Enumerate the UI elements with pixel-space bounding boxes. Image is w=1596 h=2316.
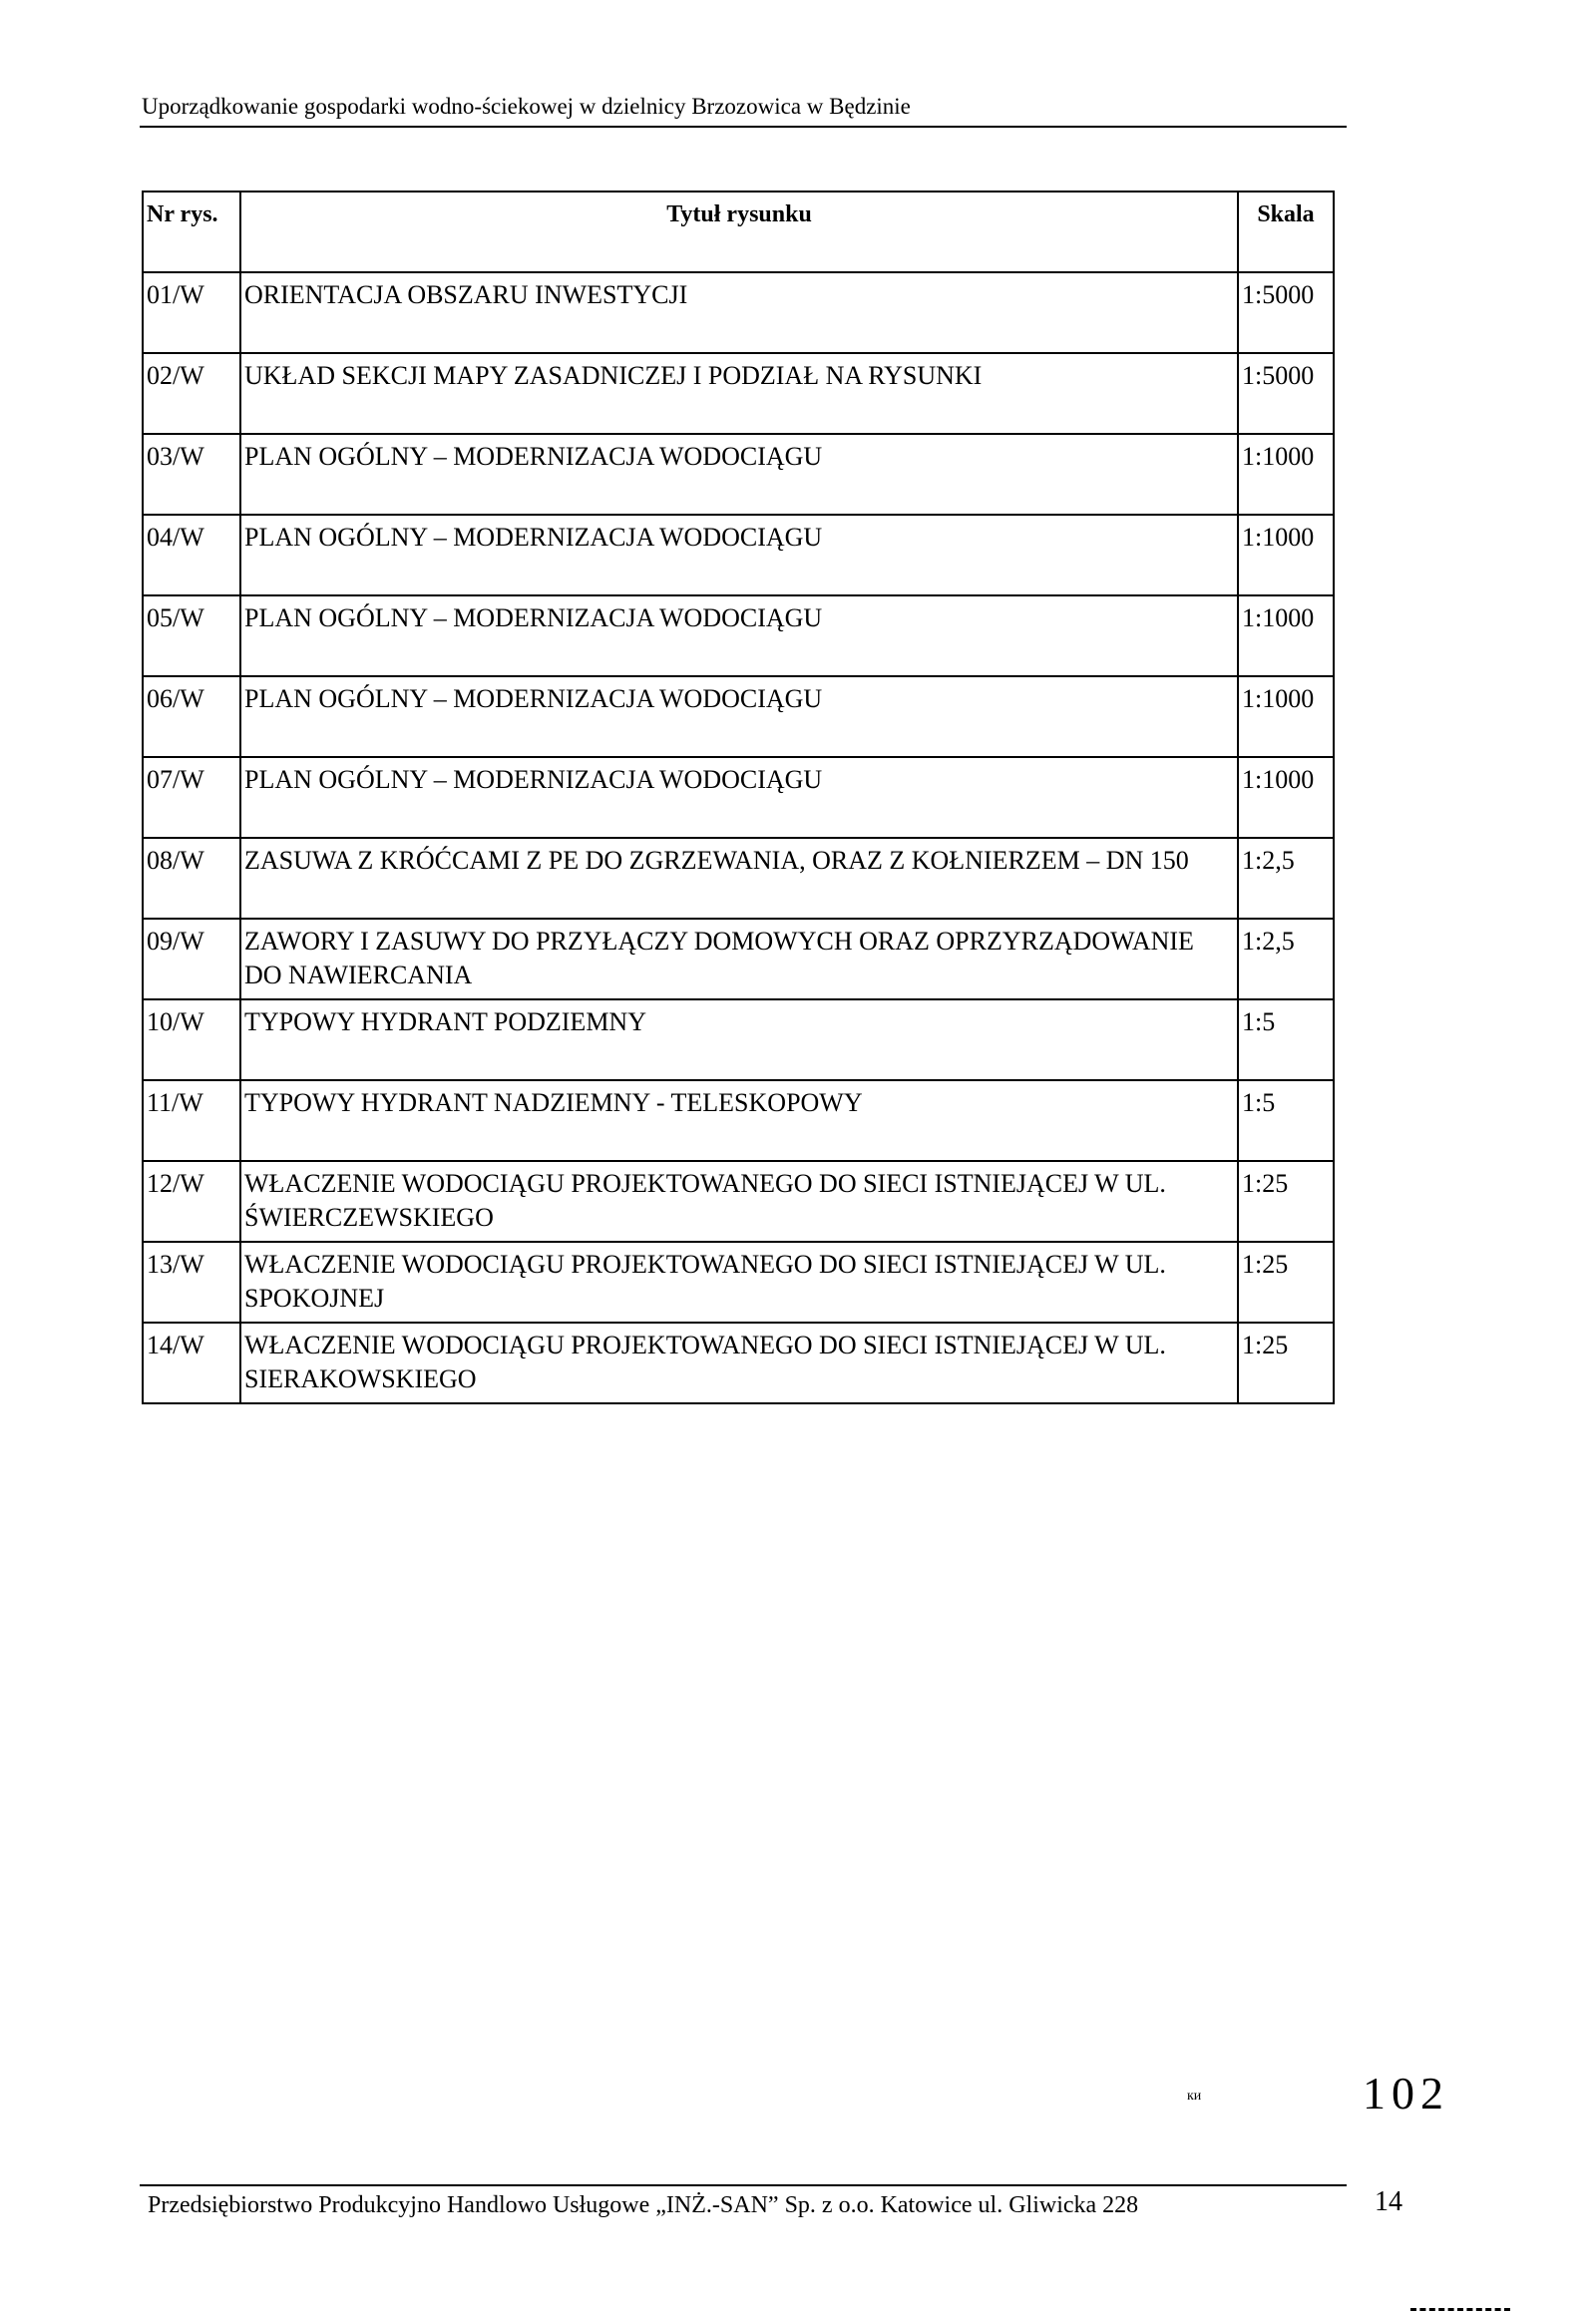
drawing-title-cell: TYPOWY HYDRANT PODZIEMNY	[240, 999, 1238, 1080]
drawing-number-cell: 10/W	[143, 999, 240, 1080]
drawing-number-cell: 02/W	[143, 353, 240, 434]
drawing-title-cell: WŁACZENIE WODOCIĄGU PROJEKTOWANEGO DO SIECI ISTNIEJĄCEJ W UL. ŚWIERCZEWSKIEGO	[240, 1161, 1238, 1242]
drawing-title-cell: PLAN OGÓLNY – MODERNIZACJA WODOCIĄGU	[240, 434, 1238, 515]
table-row	[143, 1080, 1334, 1161]
drawing-scale-cell: 1:1000	[1238, 434, 1334, 515]
table-row	[143, 999, 1334, 1080]
drawing-number-cell: 09/W	[143, 919, 240, 999]
drawing-number-cell: 12/W	[143, 1161, 240, 1242]
drawings-table	[142, 191, 1335, 1404]
drawing-number-cell: 14/W	[143, 1323, 240, 1403]
drawing-number-cell: 06/W	[143, 676, 240, 757]
footer-divider	[140, 2184, 1347, 2186]
drawing-title-cell: ZASUWA Z KRÓĆCAMI Z PE DO ZGRZEWANIA, ORAZ Z KOŁNIERZEM – DN 150	[240, 838, 1238, 919]
stamp-mark: ки	[1187, 2089, 1202, 2104]
document-header-title: Uporządkowanie gospodarki wodno-ściekowej w dzielnicy Brzozowica w Będzinie	[142, 94, 911, 119]
drawing-title-cell: PLAN OGÓLNY – MODERNIZACJA WODOCIĄGU	[240, 595, 1238, 676]
table-row	[143, 353, 1334, 434]
table-row	[143, 595, 1334, 676]
table-row	[143, 1242, 1334, 1323]
drawing-scale-cell: 1:2,5	[1238, 919, 1334, 999]
column-header-scale: Skala	[1238, 192, 1334, 272]
drawing-title-cell: PLAN OGÓLNY – MODERNIZACJA WODOCIĄGU	[240, 676, 1238, 757]
drawing-number-cell: 04/W	[143, 515, 240, 595]
table-row	[143, 838, 1334, 919]
drawing-scale-cell: 1:25	[1238, 1161, 1334, 1242]
drawing-number-cell: 01/W	[143, 272, 240, 353]
drawing-title-cell: WŁACZENIE WODOCIĄGU PROJEKTOWANEGO DO SIECI ISTNIEJĄCEJ W UL. SPOKOJNEJ	[240, 1242, 1238, 1323]
drawing-scale-cell: 1:2,5	[1238, 838, 1334, 919]
table-header-row	[143, 192, 1334, 272]
table-row	[143, 676, 1334, 757]
drawing-number-cell: 11/W	[143, 1080, 240, 1161]
drawing-number-cell: 05/W	[143, 595, 240, 676]
drawing-number-cell: 03/W	[143, 434, 240, 515]
drawing-number-cell: 13/W	[143, 1242, 240, 1323]
page-number: 14	[1375, 2186, 1402, 2217]
drawing-title-cell: UKŁAD SEKCJI MAPY ZASADNICZEJ I PODZIAŁ NA RYSUNKI	[240, 353, 1238, 434]
table-row	[143, 434, 1334, 515]
drawing-scale-cell: 1:5	[1238, 1080, 1334, 1161]
drawing-scale-cell: 1:5	[1238, 999, 1334, 1080]
stamp-number: 102	[1363, 2068, 1449, 2119]
drawing-scale-cell: 1:25	[1238, 1242, 1334, 1323]
drawing-number-cell: 08/W	[143, 838, 240, 919]
drawing-scale-cell: 1:1000	[1238, 595, 1334, 676]
table-row	[143, 1323, 1334, 1403]
drawing-title-cell: PLAN OGÓLNY – MODERNIZACJA WODOCIĄGU	[240, 757, 1238, 838]
drawing-scale-cell: 1:1000	[1238, 757, 1334, 838]
header-divider	[140, 126, 1347, 128]
column-header-title: Tytuł rysunku	[240, 192, 1238, 272]
table-row	[143, 272, 1334, 353]
drawing-scale-cell: 1:1000	[1238, 676, 1334, 757]
drawing-title-cell: ORIENTACJA OBSZARU INWESTYCJI	[240, 272, 1238, 353]
column-header-number: Nr rys.	[143, 192, 240, 272]
corner-scan-marks	[1410, 2308, 1510, 2311]
footer-company: Przedsiębiorstwo Produkcyjno Handlowo Usługowe „INŻ.-SAN” Sp. z o.o. Katowice ul. Gliwicka 228	[148, 2192, 1139, 2218]
drawing-title-cell: ZAWORY I ZASUWY DO PRZYŁĄCZY DOMOWYCH ORAZ OPRZYRZĄDOWANIE DO NAWIERCANIA	[240, 919, 1238, 999]
drawing-title-cell: WŁACZENIE WODOCIĄGU PROJEKTOWANEGO DO SIECI ISTNIEJĄCEJ W UL. SIERAKOWSKIEGO	[240, 1323, 1238, 1403]
drawing-title-cell: TYPOWY HYDRANT NADZIEMNY - TELESKOPOWY	[240, 1080, 1238, 1161]
drawing-scale-cell: 1:25	[1238, 1323, 1334, 1403]
drawing-number-cell: 07/W	[143, 757, 240, 838]
table-row	[143, 919, 1334, 999]
drawings-table-body	[143, 272, 1334, 1403]
table-row	[143, 757, 1334, 838]
drawing-scale-cell: 1:5000	[1238, 353, 1334, 434]
table-row	[143, 515, 1334, 595]
drawing-title-cell: PLAN OGÓLNY – MODERNIZACJA WODOCIĄGU	[240, 515, 1238, 595]
drawing-scale-cell: 1:1000	[1238, 515, 1334, 595]
table-row	[143, 1161, 1334, 1242]
drawing-scale-cell: 1:5000	[1238, 272, 1334, 353]
